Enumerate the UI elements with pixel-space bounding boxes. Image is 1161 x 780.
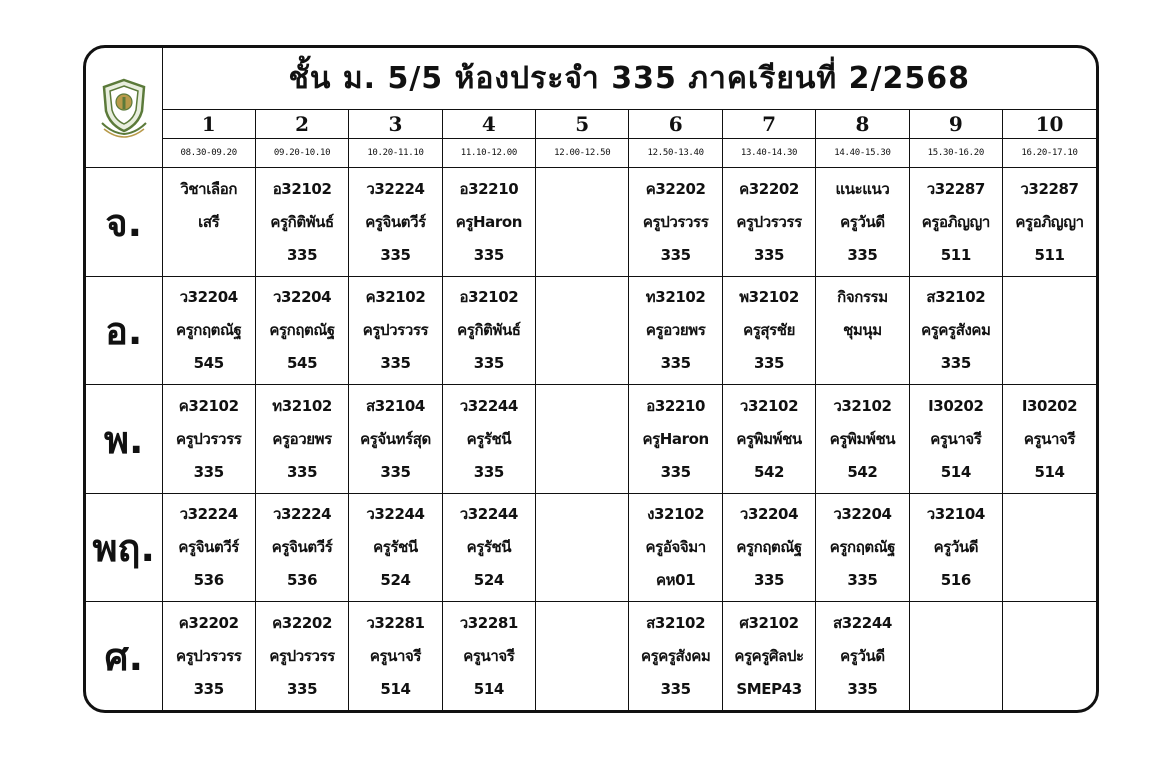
period-number: 3: [349, 109, 442, 138]
period-time: 08.30-09.20: [162, 139, 255, 168]
schedule-cell: [909, 168, 1002, 277]
room-number: 335: [660, 245, 691, 264]
teacher-name: ครูครูสังคม: [640, 646, 711, 665]
schedule-cell: [816, 385, 909, 494]
room-number: [536, 239, 628, 272]
room-number: 335: [660, 462, 691, 481]
room-number: 514: [380, 679, 411, 698]
schedule-cell: [349, 276, 442, 385]
room-number: 335: [380, 354, 411, 373]
teacher-name: ครูจันทร์สุด: [360, 429, 431, 448]
subject-code: ง32102: [647, 505, 705, 524]
day-label: พฤ.: [86, 493, 162, 602]
room-number: 514: [473, 679, 504, 698]
room-number: [536, 564, 628, 597]
schedule-cell: [349, 493, 442, 602]
schedule-cell: [349, 385, 442, 494]
schedule-cell: [162, 602, 255, 710]
room-number: 516: [940, 571, 971, 590]
subject-code: I30202: [928, 396, 984, 415]
room-number: [910, 673, 1002, 706]
schedule-cell: [349, 602, 442, 710]
room-number: 335: [753, 354, 785, 373]
teacher-name: ครูครูศิลปะ: [734, 646, 804, 665]
schedule-cell: [442, 385, 535, 494]
subject-code: ว32244: [366, 505, 425, 524]
subject-code: ว32204: [833, 505, 892, 524]
period-number: 4: [442, 109, 535, 138]
teacher-name: ครูกฤตณัฐ: [269, 321, 335, 340]
day-label: พ.: [86, 385, 162, 494]
period-time: 09.20-10.10: [255, 139, 348, 168]
subject-code: I30202: [1021, 396, 1078, 415]
room-number: 335: [753, 571, 785, 590]
subject-code: อ32210: [646, 396, 706, 415]
schedule-cell: [816, 493, 909, 602]
subject-code: ส32104: [366, 396, 425, 415]
room-number: 335: [847, 245, 878, 264]
teacher-name: เสรี: [198, 212, 220, 231]
room-number: 335: [380, 462, 411, 481]
subject-code: [1003, 281, 1096, 314]
schedule-cell: [442, 602, 535, 710]
room-number: 335: [847, 679, 878, 698]
teacher-name: [1003, 531, 1096, 564]
room-number: [1003, 564, 1096, 597]
subject-code: ว32224: [179, 505, 238, 524]
subject-code: [536, 607, 628, 640]
schedule-cell: [629, 493, 722, 602]
day-row: [86, 385, 1096, 494]
subject-code: [536, 173, 628, 206]
teacher-name: [536, 423, 628, 456]
room-number: 524: [380, 571, 411, 590]
subject-code: ค32202: [178, 613, 239, 632]
room-number: 335: [473, 462, 504, 481]
teacher-name: ครูนาจรี: [463, 646, 515, 665]
teacher-name: [536, 206, 628, 239]
teacher-name: ครูรัชนี: [373, 538, 418, 557]
room-number: 335: [940, 354, 971, 373]
subject-code: ว32102: [739, 396, 799, 415]
teacher-name: ครูจินตวีร์: [178, 538, 239, 557]
room-number: 335: [473, 354, 504, 373]
schedule-cell: [255, 493, 348, 602]
subject-code: ว32281: [459, 613, 518, 632]
schedule-cell: [162, 493, 255, 602]
subject-code: อ32210: [459, 179, 519, 198]
subject-code: ว32287: [1020, 179, 1079, 198]
period-time: 12.50-13.40: [629, 139, 722, 168]
teacher-name: ครูอภิญญา: [1015, 212, 1084, 231]
room-number: [163, 239, 255, 272]
teacher-name: ครูปวรวรร: [175, 646, 242, 665]
room-number: [816, 347, 908, 380]
room-number: 335: [287, 245, 318, 264]
time-header-row: [86, 139, 1096, 168]
subject-code: [1003, 607, 1096, 640]
schedule-cell: [442, 276, 535, 385]
room-number: [1003, 347, 1096, 380]
schedule-cell: [909, 276, 1002, 385]
teacher-name: ครูปวรวรร: [642, 212, 709, 231]
period-time: 12.00-12.50: [536, 139, 629, 168]
subject-code: ว32204: [272, 288, 332, 307]
schedule-cell: [162, 385, 255, 494]
period-time: 14.40-15.30: [816, 139, 909, 168]
period-time: 10.20-11.10: [349, 139, 442, 168]
room-number: 335: [753, 245, 785, 264]
subject-code: ค32102: [365, 288, 426, 307]
teacher-name: [536, 640, 628, 673]
teacher-name: ครูอัจจิมา: [645, 538, 706, 557]
teacher-name: ครูรัชนี: [466, 538, 512, 557]
teacher-name: ครูจินตวีร์: [365, 212, 426, 231]
teacher-name: ครูสุรชัย: [743, 321, 795, 340]
period-number: 1: [162, 109, 255, 138]
period-number: 5: [536, 109, 629, 138]
period-time: 16.20-17.10: [1003, 139, 1096, 168]
subject-code: ว32287: [926, 179, 985, 198]
schedule-cell: [909, 385, 1002, 494]
subject-code: ว32104: [926, 505, 985, 524]
schedule-cell: [349, 168, 442, 277]
day-row: [86, 602, 1096, 710]
schedule-cell: [722, 385, 815, 494]
schedule-cell: [255, 276, 348, 385]
teacher-name: ครูปวรวรร: [362, 321, 429, 340]
teacher-name: ครูอวยพร: [272, 429, 332, 448]
period-number: 10: [1003, 109, 1096, 138]
school-logo-cell: [86, 48, 162, 168]
room-number: 514: [1034, 462, 1065, 481]
subject-code: ว32244: [459, 505, 518, 524]
teacher-name: ครูHaron: [455, 212, 523, 231]
room-number: คห01: [656, 571, 696, 590]
subject-code: ส32102: [646, 613, 706, 632]
room-number: 536: [287, 571, 318, 590]
room-number: 335: [380, 245, 411, 264]
subject-code: อ32102: [272, 179, 332, 198]
schedule-cell: [536, 385, 629, 494]
teacher-name: ครูกฤตณัฐ: [176, 321, 242, 340]
schedule-cell: [1003, 168, 1096, 277]
teacher-name: ครูวันดี: [840, 646, 885, 665]
teacher-name: ครูจินตวีร์: [271, 538, 333, 557]
schedule-cell: [722, 276, 815, 385]
schedule-cell: [536, 168, 629, 277]
teacher-name: [536, 314, 628, 347]
subject-code: วิชาเลือก: [180, 179, 238, 198]
teacher-name: ครูปวรวรร: [175, 429, 242, 448]
subject-code: ว32102: [833, 396, 892, 415]
schedule-cell: [442, 168, 535, 277]
room-number: 335: [660, 679, 691, 698]
subject-code: [536, 498, 628, 531]
day-label: จ.: [86, 168, 162, 277]
teacher-name: ครูพิมพ์ชน: [736, 429, 802, 448]
day-label: อ.: [86, 276, 162, 385]
subject-code: ท32102: [272, 396, 332, 415]
schedule-cell: [909, 602, 1002, 710]
timetable: [86, 48, 1096, 710]
period-number: 9: [909, 109, 1002, 138]
subject-code: ว32224: [366, 179, 425, 198]
subject-code: ว32204: [739, 505, 799, 524]
room-number: 542: [753, 462, 785, 481]
subject-code: อ32102: [459, 288, 519, 307]
schedule-cell: [816, 602, 909, 710]
period-time: 11.10-12.00: [442, 139, 535, 168]
subject-code: ส32102: [926, 288, 986, 307]
room-number: [536, 456, 628, 489]
subject-code: ค32202: [272, 613, 332, 632]
schedule-cell: [722, 168, 815, 277]
subject-code: ว32224: [272, 505, 332, 524]
schedule-cell: [255, 168, 348, 277]
subject-code: ท32102: [645, 288, 706, 307]
schedule-cell: [909, 493, 1002, 602]
teacher-name: ครูนาจรี: [930, 429, 982, 448]
subject-code: แนะแนว: [835, 179, 890, 198]
teacher-name: ครูกิติพันธ์: [270, 212, 334, 231]
period-number: 6: [629, 109, 722, 138]
teacher-name: ครูครูสังคม: [921, 321, 991, 340]
room-number: 514: [940, 462, 971, 481]
subject-code: ค32202: [739, 179, 799, 198]
subject-code: ว32204: [179, 288, 238, 307]
teacher-name: [1003, 314, 1096, 347]
schedule-cell: [1003, 276, 1096, 385]
teacher-name: [910, 640, 1002, 673]
teacher-name: ครูอภิญญา: [921, 212, 990, 231]
subject-code: ค32102: [178, 396, 239, 415]
schedule-cell: [536, 602, 629, 710]
schedule-cell: [816, 168, 909, 277]
schedule-cell: [629, 602, 722, 710]
teacher-name: [1003, 640, 1096, 673]
page-title: ชั้น ม. 5/5 ห้องประจำ 335 ภาคเรียนที่ 2/2568: [162, 48, 1096, 109]
room-number: 545: [193, 354, 224, 373]
period-time: 13.40-14.30: [722, 139, 815, 168]
schedule-cell: [816, 276, 909, 385]
teacher-name: ครูอวยพร: [645, 321, 706, 340]
room-number: 335: [660, 354, 691, 373]
period-header-row: [86, 109, 1096, 138]
room-number: 335: [847, 571, 878, 590]
room-number: 335: [287, 679, 318, 698]
timetable-frame: [83, 45, 1099, 713]
room-number: [1003, 673, 1096, 706]
teacher-name: ครูวันดี: [933, 538, 979, 557]
teacher-name: ครูปวรวรร: [269, 646, 335, 665]
room-number: SMEP43: [736, 679, 802, 698]
room-number: 335: [193, 462, 224, 481]
schedule-cell: [629, 168, 722, 277]
schedule-cell: [255, 385, 348, 494]
subject-code: ว32281: [366, 613, 425, 632]
teacher-name: ครูนาจรี: [1023, 429, 1076, 448]
subject-code: พ32102: [739, 288, 799, 307]
room-number: 335: [287, 462, 318, 481]
school-emblem-icon: [98, 77, 150, 139]
subject-code: ศ32102: [739, 613, 799, 632]
teacher-name: [536, 531, 628, 564]
teacher-name: ครูปวรวรร: [736, 212, 802, 231]
subject-code: ค32202: [645, 179, 706, 198]
subject-code: กิจกรรม: [837, 288, 888, 307]
schedule-cell: [629, 385, 722, 494]
schedule-cell: [1003, 385, 1096, 494]
period-number: 2: [255, 109, 348, 138]
teacher-name: ครูกฤตณัฐ: [829, 538, 896, 557]
room-number: 524: [473, 571, 504, 590]
teacher-name: ครูพิมพ์ชน: [829, 429, 896, 448]
room-number: 536: [193, 571, 224, 590]
day-row: [86, 168, 1096, 277]
schedule-cell: [255, 602, 348, 710]
schedule-cell: [162, 276, 255, 385]
room-number: 335: [473, 245, 504, 264]
room-number: 542: [847, 462, 878, 481]
teacher-name: ครูนาจรี: [369, 646, 422, 665]
schedule-cell: [536, 493, 629, 602]
subject-code: ว32244: [459, 396, 518, 415]
subject-code: [1003, 498, 1096, 531]
schedule-cell: [162, 168, 255, 277]
period-number: 8: [816, 109, 909, 138]
period-time: 15.30-16.20: [909, 139, 1002, 168]
schedule-cell: [629, 276, 722, 385]
schedule-cell: [1003, 493, 1096, 602]
teacher-name: ครูวันดี: [840, 212, 885, 231]
teacher-name: ครูHaron: [642, 429, 709, 448]
subject-code: [536, 390, 628, 423]
room-number: [536, 347, 628, 380]
subject-code: [910, 607, 1002, 640]
period-number: 7: [722, 109, 815, 138]
schedule-cell: [442, 493, 535, 602]
room-number: 511: [940, 245, 971, 264]
room-number: 545: [287, 354, 318, 373]
teacher-name: ชุมนุม: [843, 321, 882, 340]
day-label: ศ.: [86, 602, 162, 710]
schedule-cell: [1003, 602, 1096, 710]
teacher-name: ครูกฤตณัฐ: [736, 538, 802, 557]
schedule-cell: [536, 276, 629, 385]
room-number: 335: [193, 679, 224, 698]
day-row: [86, 276, 1096, 385]
room-number: 511: [1034, 245, 1065, 264]
schedule-cell: [722, 493, 815, 602]
subject-code: [536, 281, 628, 314]
teacher-name: ครูกิติพันธ์: [457, 321, 521, 340]
room-number: [536, 673, 628, 706]
day-row: [86, 493, 1096, 602]
subject-code: ส32244: [832, 613, 892, 632]
teacher-name: ครูรัชนี: [466, 429, 512, 448]
schedule-cell: [722, 602, 815, 710]
